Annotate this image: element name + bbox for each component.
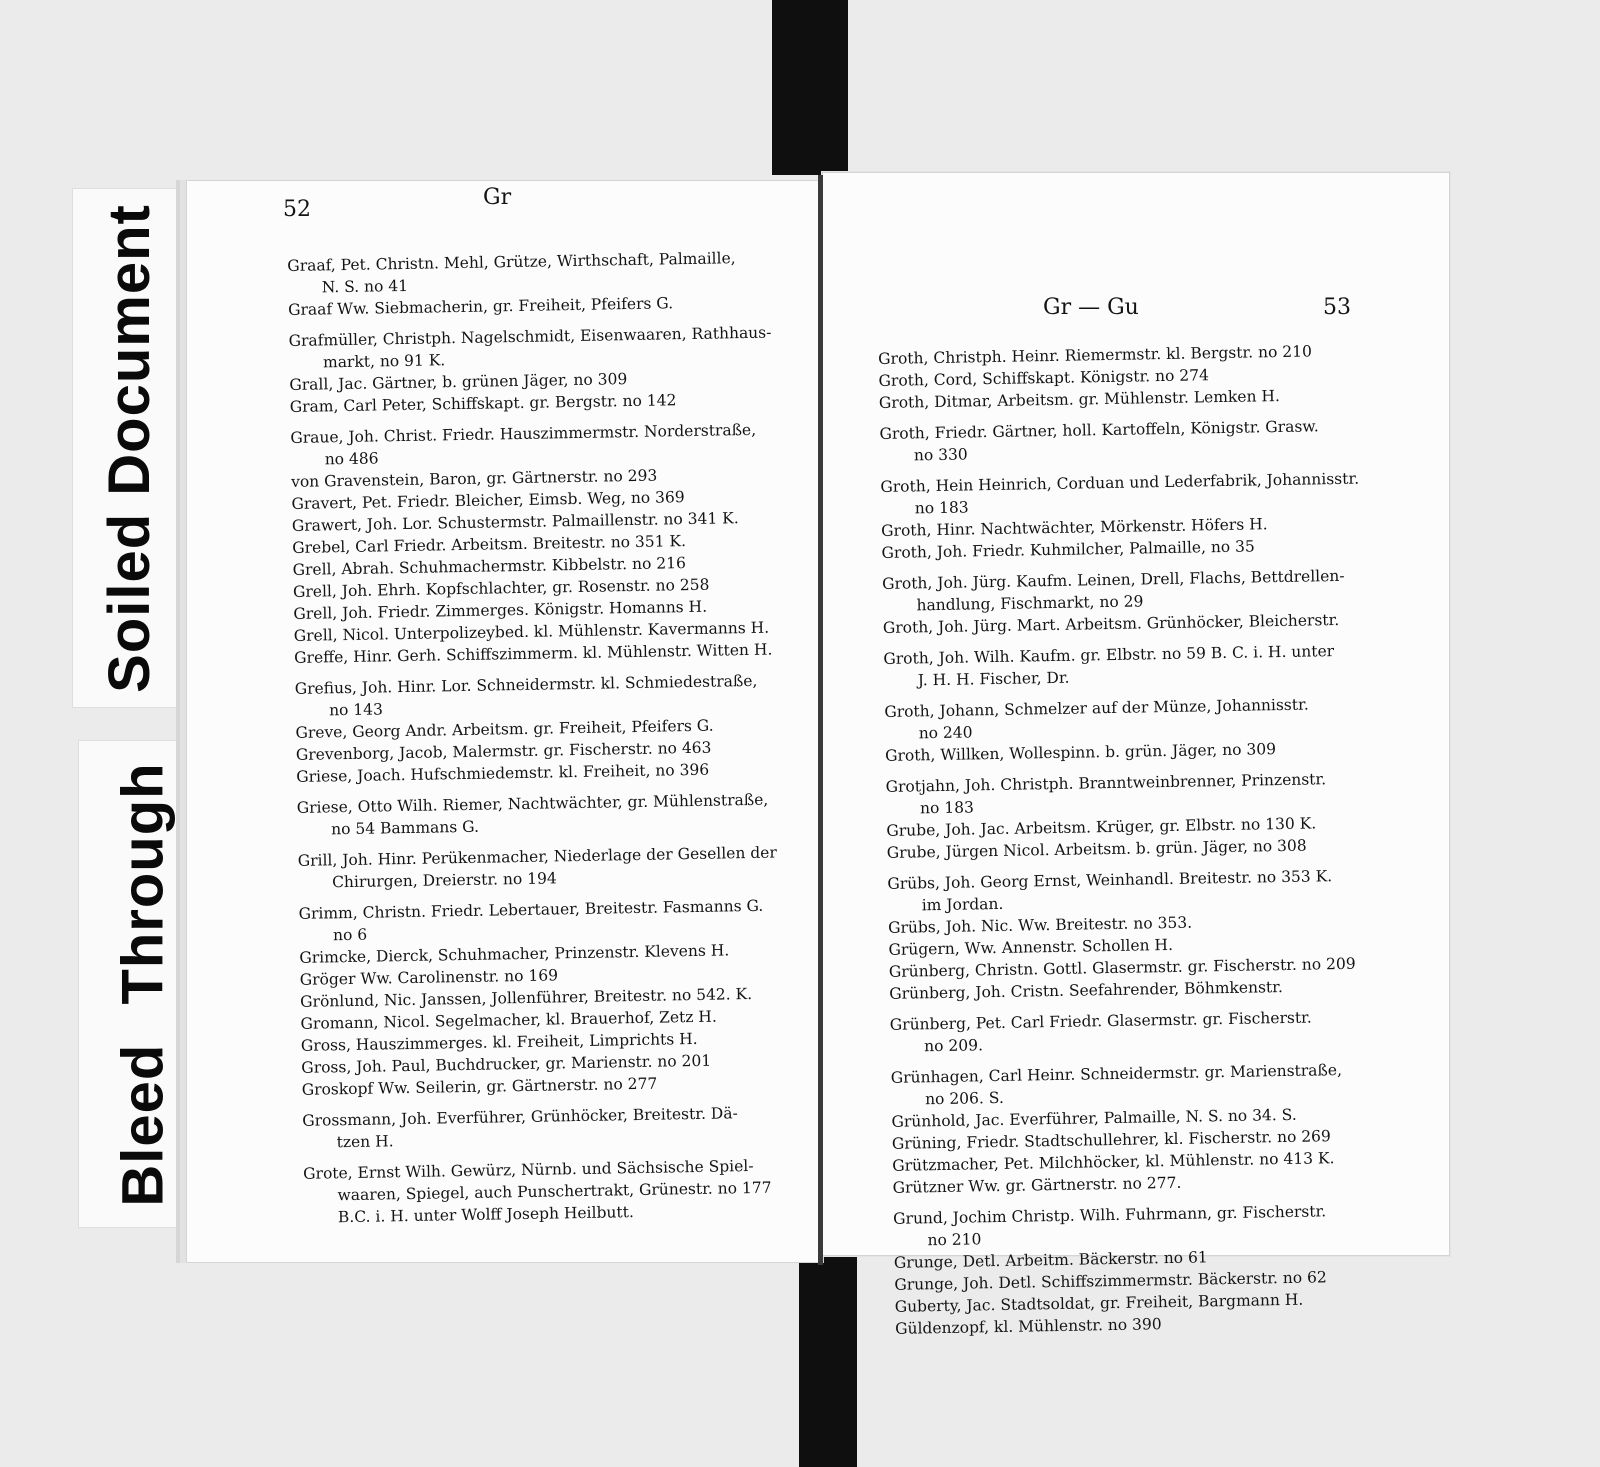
- left-entry-list: [287, 237, 824, 1229]
- entry-line: Gross, Joh. Paul, Buchdrucker, gr. Marienstr. no 201: [301, 1051, 712, 1077]
- entry-line: Grund, Jochim Christp. Wilh. Fuhrmann, gr. Fischerstr.: [893, 1202, 1327, 1228]
- directory-entry: [883, 638, 1444, 692]
- entry-line: Grünberg, Joh. Cristn. Seefahrender, Böhmkenstr.: [889, 978, 1283, 1003]
- bleed-through-label: Bleed Through: [110, 761, 176, 1207]
- soiled-document-label: Soiled Document: [96, 203, 162, 693]
- entry-line: Grünberg, Christn. Gottl. Glasermstr. gr. Fischerstr. no 209: [888, 954, 1356, 981]
- entry-continuation: no 183: [919, 798, 975, 818]
- binding-strip-top: [772, 0, 848, 175]
- book-spine: [818, 175, 823, 1265]
- entry-line: Groth, Cord, Schiffskapt. Königstr. no 274: [878, 366, 1210, 390]
- entry-line: Grotjahn, Joh. Christph. Branntweinbrenner, Prinzenstr.: [885, 770, 1327, 796]
- entry-continuation: Chirurgen, Dreierstr. no 194: [331, 869, 557, 892]
- left-page-number: 52: [283, 197, 311, 222]
- entry-line: Gromann, Nicol. Segelmacher, kl. Brauerhof, Zetz H.: [300, 1007, 717, 1033]
- left-page: [186, 180, 824, 1263]
- entry-line: Grill, Joh. Hinr. Perükenmacher, Niederlage der Gesellen der: [297, 843, 777, 870]
- entry-line: Groth, Joh. Jürg. Kaufm. Leinen, Drell, Flachs, Bettdrellen-: [881, 566, 1345, 593]
- entry-line: Griese, Otto Wilh. Riemer, Nachtwächter, gr. Mühlenstraße,: [296, 790, 769, 817]
- right-page: [822, 172, 1450, 1338]
- entry-continuation: no 6: [332, 925, 368, 945]
- right-entry-list: [878, 338, 1455, 1340]
- entry-line: Grügern, Ww. Annenstr. Schollen H.: [888, 935, 1174, 959]
- entry-line: Grube, Joh. Jac. Arbeitsm. Krüger, gr. Elbstr. no 130 K.: [886, 814, 1317, 840]
- directory-entry: [298, 841, 819, 894]
- right-page-number: 53: [1323, 295, 1351, 320]
- entry-continuation: markt, no 91 K.: [322, 351, 446, 372]
- entry-continuation: no 54 Bammans G.: [331, 817, 480, 839]
- entry-line: Groth, Joh. Friedr. Kuhmilcher, Palmaille, no 35: [881, 537, 1255, 562]
- entry-line: Gröger Ww. Carolinenstr. no 169: [299, 966, 559, 989]
- entry-line: Grimm, Christn. Friedr. Lebertauer, Breitestr. Fasmanns G.: [298, 896, 764, 923]
- entry-line: Grunge, Detl. Arbeitm. Bäckerstr. no 61: [893, 1248, 1208, 1272]
- entry-line: Groth, Johann, Schmelzer auf der Münze, Johannisstr.: [884, 695, 1309, 721]
- entry-line: Griese, Joach. Hufschmiedemstr. kl. Freiheit, no 396: [296, 760, 710, 786]
- entry-line: Gram, Carl Peter, Schiffskapt. gr. Bergstr. no 142: [289, 391, 677, 416]
- entry-continuation: J. H. H. Fischer, Dr.: [917, 668, 1070, 690]
- entry-line: Grüning, Friedr. Stadtschullehrer, kl. Fischerstr. no 269: [891, 1127, 1331, 1153]
- entry-line: Grefius, Joh. Hinr. Lor. Schneidermstr. kl. Schmiedestraße,: [294, 671, 758, 698]
- entry-continuation: no 210: [927, 1230, 982, 1250]
- entry-line: Grönlund, Nic. Janssen, Jollenführer, Breitestr. no 542. K.: [300, 984, 753, 1011]
- entry-line: Grote, Ernst Wilh. Gewürz, Nürnb. und Sächsische Spiel-: [303, 1156, 754, 1183]
- entry-continuation: no 330: [913, 445, 968, 465]
- entry-line: Graue, Joh. Christ. Friedr. Hauszimmermstr. Norderstraße,: [290, 420, 757, 447]
- entry-line: Grünberg, Pet. Carl Friedr. Glasermstr. gr. Fischerstr.: [889, 1008, 1312, 1034]
- entry-line: Grell, Joh. Friedr. Zimmerges. Königstr. Homanns H.: [293, 597, 708, 623]
- entry-line: Grübs, Joh. Georg Ernst, Weinhandl. Breitestr. no 353 K.: [887, 867, 1333, 893]
- entry-line: Grell, Abrah. Schuhmachermstr. Kibbelstr. no 216: [292, 554, 687, 579]
- entry-line: Gross, Hauszimmerges. kl. Freiheit, Limprichts H.: [300, 1029, 698, 1055]
- soiled-document-tab: [72, 188, 186, 708]
- entry-line: Grünhagen, Carl Heinr. Schneidermstr. gr. Marienstraße,: [890, 1061, 1343, 1087]
- entry-continuation: no 209.: [924, 1036, 984, 1056]
- entry-line: von Gravenstein, Baron, gr. Gärtnerstr. no 293: [290, 466, 658, 491]
- entry-line: Guberty, Jac. Stadtsoldat, gr. Freiheit, Bargmann H.: [894, 1290, 1304, 1316]
- entry-line: Grünhold, Jac. Everführer, Palmaille, N. S. no 34. S.: [891, 1105, 1297, 1131]
- entry-continuation: tzen H.: [336, 1132, 394, 1152]
- entry-continuation: no 183: [914, 498, 969, 518]
- entry-continuation: handlung, Fischmarkt, no 29: [916, 592, 1144, 615]
- entry-line: Grützmacher, Pet. Milchhöcker, kl. Mühlenstr. no 413 K.: [892, 1149, 1335, 1175]
- entry-line: Grell, Nicol. Unterpolizeybed. kl. Mühlenstr. Kavermanns H.: [293, 618, 770, 645]
- entry-continuation: no 143: [328, 700, 384, 720]
- right-page-header: Gr — Gu: [1043, 295, 1139, 320]
- entry-line: Grützner Ww. gr. Gärtnerstr. no 277.: [892, 1173, 1182, 1197]
- entry-line: Groskopf Ww. Seilerin, gr. Gärtnerstr. no 277: [301, 1074, 658, 1099]
- entry-line: Grube, Jürgen Nicol. Arbeitsm. b. grün. Jäger, no 308: [886, 836, 1307, 862]
- entry-line: Groth, Christph. Heinr. Riemermstr. kl. Bergstr. no 210: [878, 342, 1313, 368]
- entry-line: Groth, Hein Heinrich, Corduan und Lederfabrik, Johannisstr.: [880, 469, 1360, 496]
- entry-line: Graaf Ww. Siebmacherin, gr. Freiheit, Pfeifers G.: [287, 294, 674, 319]
- entry-line: Grevenborg, Jacob, Malermstr. gr. Fischerstr. no 463: [295, 738, 712, 764]
- entry-line: Graaf, Pet. Christn. Mehl, Grütze, Wirthschaft, Palmaille,: [287, 249, 736, 275]
- entry-line: Grafmüller, Christph. Nagelschmidt, Eisenwaaren, Rathhaus-: [288, 323, 772, 350]
- entry-line: Grübs, Joh. Nic. Ww. Breitestr. no 353.: [887, 913, 1193, 937]
- directory-entry: [302, 1101, 823, 1154]
- entry-continuation: N. S. no 41: [321, 276, 409, 297]
- entry-line: Grimcke, Dierck, Schuhmacher, Prinzenstr. Klevens H.: [299, 941, 730, 967]
- entry-continuation: no 486: [324, 449, 379, 469]
- entry-line: Groth, Joh. Wilh. Kaufm. gr. Elbstr. no 59 B. C. i. H. unter: [883, 642, 1335, 668]
- entry-continuation: im Jordan.: [921, 894, 1004, 915]
- entry-continuation: no 206. S.: [924, 1088, 1004, 1109]
- binding-strip-bottom: [799, 1254, 857, 1467]
- entry-continuation: waaren, Spiegel, auch Punschertrakt, Grünestr. no 177: [337, 1178, 772, 1205]
- left-page-header: Gr: [483, 185, 512, 210]
- entry-line: Groth, Hinr. Nachtwächter, Mörkenstr. Höfers H.: [881, 515, 1268, 540]
- entry-line: Gravert, Pet. Friedr. Bleicher, Eimsb. Weg, no 369: [291, 488, 685, 513]
- entry-line: Güldenzopf, kl. Mühlenstr. no 390: [894, 1315, 1162, 1338]
- entry-line: Greve, Georg Andr. Arbeitsm. gr. Freiheit, Pfeifers G.: [295, 716, 714, 742]
- entry-continuation: no 240: [918, 723, 973, 743]
- directory-entry: [890, 1004, 1451, 1058]
- entry-line: Grebel, Carl Friedr. Arbeitsm. Breitestr. no 351 K.: [292, 532, 687, 557]
- entry-line: Greffe, Hinr. Gerh. Schiffszimmerm. kl. Mühlenstr. Witten H.: [294, 640, 773, 667]
- entry-line: Groth, Willken, Wollespinn. b. grün. Jäger, no 309: [884, 740, 1277, 765]
- entry-continuation: B.C. i. H. unter Wolff Joseph Heilbutt.: [337, 1203, 634, 1227]
- directory-entry: [879, 413, 1440, 467]
- directory-entry: [303, 1154, 824, 1229]
- entry-line: Grossmann, Joh. Everführer, Grünhöcker, Breitestr. Dä-: [302, 1104, 738, 1130]
- directory-entry: [297, 788, 818, 841]
- entry-line: Groth, Friedr. Gärtner, holl. Kartoffeln, Königstr. Grasw.: [879, 417, 1319, 443]
- entry-line: Grunge, Joh. Detl. Schiffszimmermstr. Bäckerstr. no 62: [894, 1268, 1327, 1294]
- entry-line: Grall, Jac. Gärtner, b. grünen Jäger, no 309: [289, 370, 628, 394]
- entry-line: Grawert, Joh. Lor. Schustermstr. Palmaillenstr. no 341 K.: [291, 509, 739, 535]
- entry-line: Groth, Joh. Jürg. Mart. Arbeitsm. Grünhöcker, Bleicherstr.: [882, 610, 1340, 637]
- entry-line: Groth, Ditmar, Arbeitsm. gr. Mühlenstr. Lemken H.: [878, 386, 1281, 412]
- entry-line: Grell, Joh. Ehrh. Kopfschlachter, gr. Rosenstr. no 258: [292, 575, 710, 601]
